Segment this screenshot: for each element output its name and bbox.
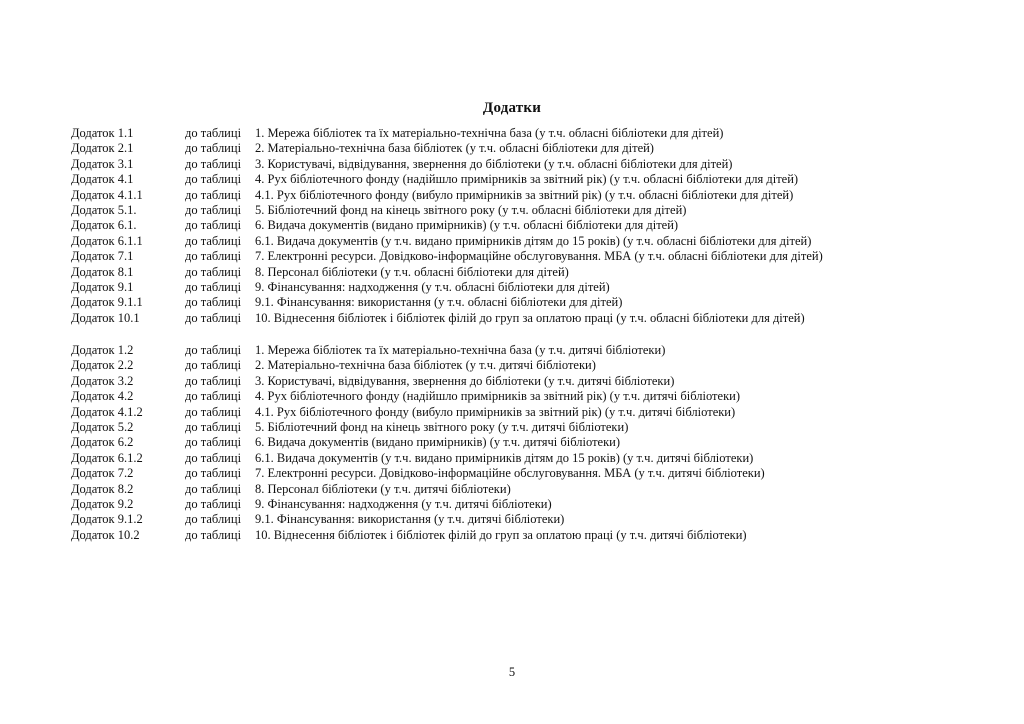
table-description: 6.1. Видача документів (у т.ч. видано примірників дітям до 15 років) (у т.ч. дитячі бібліотеки) xyxy=(255,450,754,465)
to-table-label: до таблиці xyxy=(185,249,242,264)
appendix-label: Додаток 6.2 xyxy=(71,435,134,450)
table-row xyxy=(71,374,971,389)
page-number: 5 xyxy=(508,665,516,679)
appendix-label: Додаток 4.1 xyxy=(71,172,134,187)
to-table-label: до таблиці xyxy=(185,496,242,511)
table-row xyxy=(71,420,971,435)
appendix-table-children-libraries xyxy=(71,343,971,543)
table-description: 7. Електронні ресурси. Довідково-інформаційне обслуговування. МБА (у т.ч. дитячі бібліотеки) xyxy=(255,466,765,481)
table-description: 1. Мережа бібліотек та їх матеріально-технічна база (у т.ч. дитячі бібліотеки) xyxy=(255,343,666,357)
table-row xyxy=(71,141,971,156)
table-row xyxy=(71,126,971,141)
to-table-label: до таблиці xyxy=(185,172,242,187)
page-title: Додатки xyxy=(482,100,542,116)
table-row xyxy=(71,497,971,512)
appendix-label: Додаток 3.2 xyxy=(71,373,134,388)
table-description: 10. Віднесення бібліотек і бібліотек філій до груп за оплатою праці (у т.ч. обласні бібліотеки для дітей) xyxy=(255,310,805,325)
to-table-label: до таблиці xyxy=(185,435,242,450)
table-row xyxy=(71,405,971,420)
table-description: 9.1. Фінансування: використання (у т.ч. дитячі бібліотеки) xyxy=(255,512,565,527)
table-row xyxy=(71,482,971,497)
table-row xyxy=(71,389,971,404)
appendix-label: Додаток 2.2 xyxy=(71,358,134,373)
table-description: 4.1. Рух бібліотечного фонду (вибуло примірників за звітний рік) (у т.ч. обласні бібліотеки для дітей) xyxy=(255,187,794,202)
table-row xyxy=(71,157,971,172)
to-table-label: до таблиці xyxy=(185,404,242,419)
table-row xyxy=(71,311,971,326)
table-description: 5. Бібліотечний фонд на кінець звітного року (у т.ч. обласні бібліотеки для дітей) xyxy=(255,202,687,217)
appendix-label: Додаток 10.1 xyxy=(71,310,140,325)
to-table-label: до таблиці xyxy=(185,310,242,325)
appendix-label: Додаток 8.1 xyxy=(71,264,134,279)
table-row xyxy=(71,172,971,187)
to-table-label: до таблиці xyxy=(185,156,242,171)
table-description: 3. Користувачі, відвідування, звернення до бібліотеки (у т.ч. дитячі бібліотеки) xyxy=(255,373,675,388)
appendix-table-regional-children-libraries xyxy=(71,126,971,326)
appendix-label: Додаток 9.1.2 xyxy=(71,512,143,527)
table-description: 7. Електронні ресурси. Довідково-інформаційне обслуговування. МБА (у т.ч. обласні бібліотеки для дітей) xyxy=(255,249,823,264)
table-description: 1. Мережа бібліотек та їх матеріально-технічна база (у т.ч. обласні бібліотеки для дітей) xyxy=(255,126,724,140)
to-table-label: до таблиці xyxy=(185,279,242,294)
appendix-label: Додаток 7.1 xyxy=(71,249,134,264)
to-table-label: до таблиці xyxy=(185,466,242,481)
table-description: 6. Видача документів (видано примірників) (у т.ч. обласні бібліотеки для дітей) xyxy=(255,218,679,233)
table-description: 3. Користувачі, відвідування, звернення до бібліотеки (у т.ч. обласні бібліотеки для дітей) xyxy=(255,156,733,171)
to-table-label: до таблиці xyxy=(185,141,242,156)
appendix-label: Додаток 8.2 xyxy=(71,481,134,496)
table-description: 9. Фінансування: надходження (у т.ч. обласні бібліотеки для дітей) xyxy=(255,279,610,294)
table-description: 6. Видача документів (видано примірників) (у т.ч. дитячі бібліотеки) xyxy=(255,435,621,450)
table-row xyxy=(71,234,971,249)
appendix-label: Додаток 4.1.1 xyxy=(71,187,143,202)
table-description: 4. Рух бібліотечного фонду (надійшло примірників за звітний рік) (у т.ч. дитячі бібліотеки) xyxy=(255,389,740,404)
appendix-label: Додаток 6.1. xyxy=(71,218,137,233)
table-row xyxy=(71,265,971,280)
to-table-label: до таблиці xyxy=(185,512,242,527)
appendix-label: Додаток 5.1. xyxy=(71,202,137,217)
appendix-label: Додаток 3.1 xyxy=(71,156,134,171)
to-table-label: до таблиці xyxy=(185,419,242,434)
to-table-label: до таблиці xyxy=(185,233,242,248)
table-row xyxy=(71,512,971,527)
table-description: 9. Фінансування: надходження (у т.ч. дитячі бібліотеки) xyxy=(255,496,552,511)
table-row xyxy=(71,218,971,233)
table-row xyxy=(71,280,971,295)
appendix-label: Додаток 1.1 xyxy=(71,126,134,140)
table-description: 8. Персонал бібліотеки (у т.ч. обласні бібліотеки для дітей) xyxy=(255,264,569,279)
table-row xyxy=(71,343,971,358)
appendix-label: Додаток 1.2 xyxy=(71,343,134,357)
to-table-label: до таблиці xyxy=(185,218,242,233)
to-table-label: до таблиці xyxy=(185,343,242,357)
appendix-label: Додаток 9.1.1 xyxy=(71,295,143,310)
table-description: 6.1. Видача документів (у т.ч. видано примірників дітям до 15 років) (у т.ч. обласні бібліотеки для дітей) xyxy=(255,233,812,248)
table-description: 10. Віднесення бібліотек і бібліотек філій до груп за оплатою праці (у т.ч. дитячі бібліотеки) xyxy=(255,527,747,542)
appendix-label: Додаток 5.2 xyxy=(71,419,134,434)
table-row xyxy=(71,451,971,466)
table-row xyxy=(71,358,971,373)
to-table-label: до таблиці xyxy=(185,295,242,310)
to-table-label: до таблиці xyxy=(185,373,242,388)
to-table-label: до таблиці xyxy=(185,481,242,496)
appendix-label: Додаток 6.1.2 xyxy=(71,450,143,465)
to-table-label: до таблиці xyxy=(185,126,242,140)
table-row xyxy=(71,466,971,481)
table-description: 2. Матеріально-технічна база бібліотек (у т.ч. дитячі бібліотеки) xyxy=(255,358,596,373)
appendix-label: Додаток 2.1 xyxy=(71,141,134,156)
to-table-label: до таблиці xyxy=(185,450,242,465)
appendix-label: Додаток 4.1.2 xyxy=(71,404,143,419)
appendix-label: Додаток 4.2 xyxy=(71,389,134,404)
appendix-label: Додаток 9.2 xyxy=(71,496,134,511)
table-row xyxy=(71,203,971,218)
to-table-label: до таблиці xyxy=(185,202,242,217)
table-description: 4. Рух бібліотечного фонду (надійшло примірників за звітний рік) (у т.ч. обласні бібліотеки для дітей) xyxy=(255,172,799,187)
appendix-label: Додаток 9.1 xyxy=(71,279,134,294)
table-row xyxy=(71,249,971,264)
appendix-label: Додаток 10.2 xyxy=(71,527,140,542)
table-row xyxy=(71,295,971,310)
to-table-label: до таблиці xyxy=(185,358,242,373)
to-table-label: до таблиці xyxy=(185,187,242,202)
table-description: 2. Матеріально-технічна база бібліотек (у т.ч. обласні бібліотеки для дітей) xyxy=(255,141,654,156)
table-description: 9.1. Фінансування: використання (у т.ч. обласні бібліотеки для дітей) xyxy=(255,295,623,310)
to-table-label: до таблиці xyxy=(185,264,242,279)
table-row xyxy=(71,528,971,543)
appendix-label: Додаток 7.2 xyxy=(71,466,134,481)
to-table-label: до таблиці xyxy=(185,389,242,404)
table-description: 4.1. Рух бібліотечного фонду (вибуло примірників за звітний рік) (у т.ч. дитячі бібліотеки) xyxy=(255,404,736,419)
appendix-label: Додаток 6.1.1 xyxy=(71,233,143,248)
table-row xyxy=(71,188,971,203)
table-description: 8. Персонал бібліотеки (у т.ч. дитячі бібліотеки) xyxy=(255,481,511,496)
table-row xyxy=(71,435,971,450)
to-table-label: до таблиці xyxy=(185,527,242,542)
table-description: 5. Бібліотечний фонд на кінець звітного року (у т.ч. дитячі бібліотеки) xyxy=(255,419,629,434)
